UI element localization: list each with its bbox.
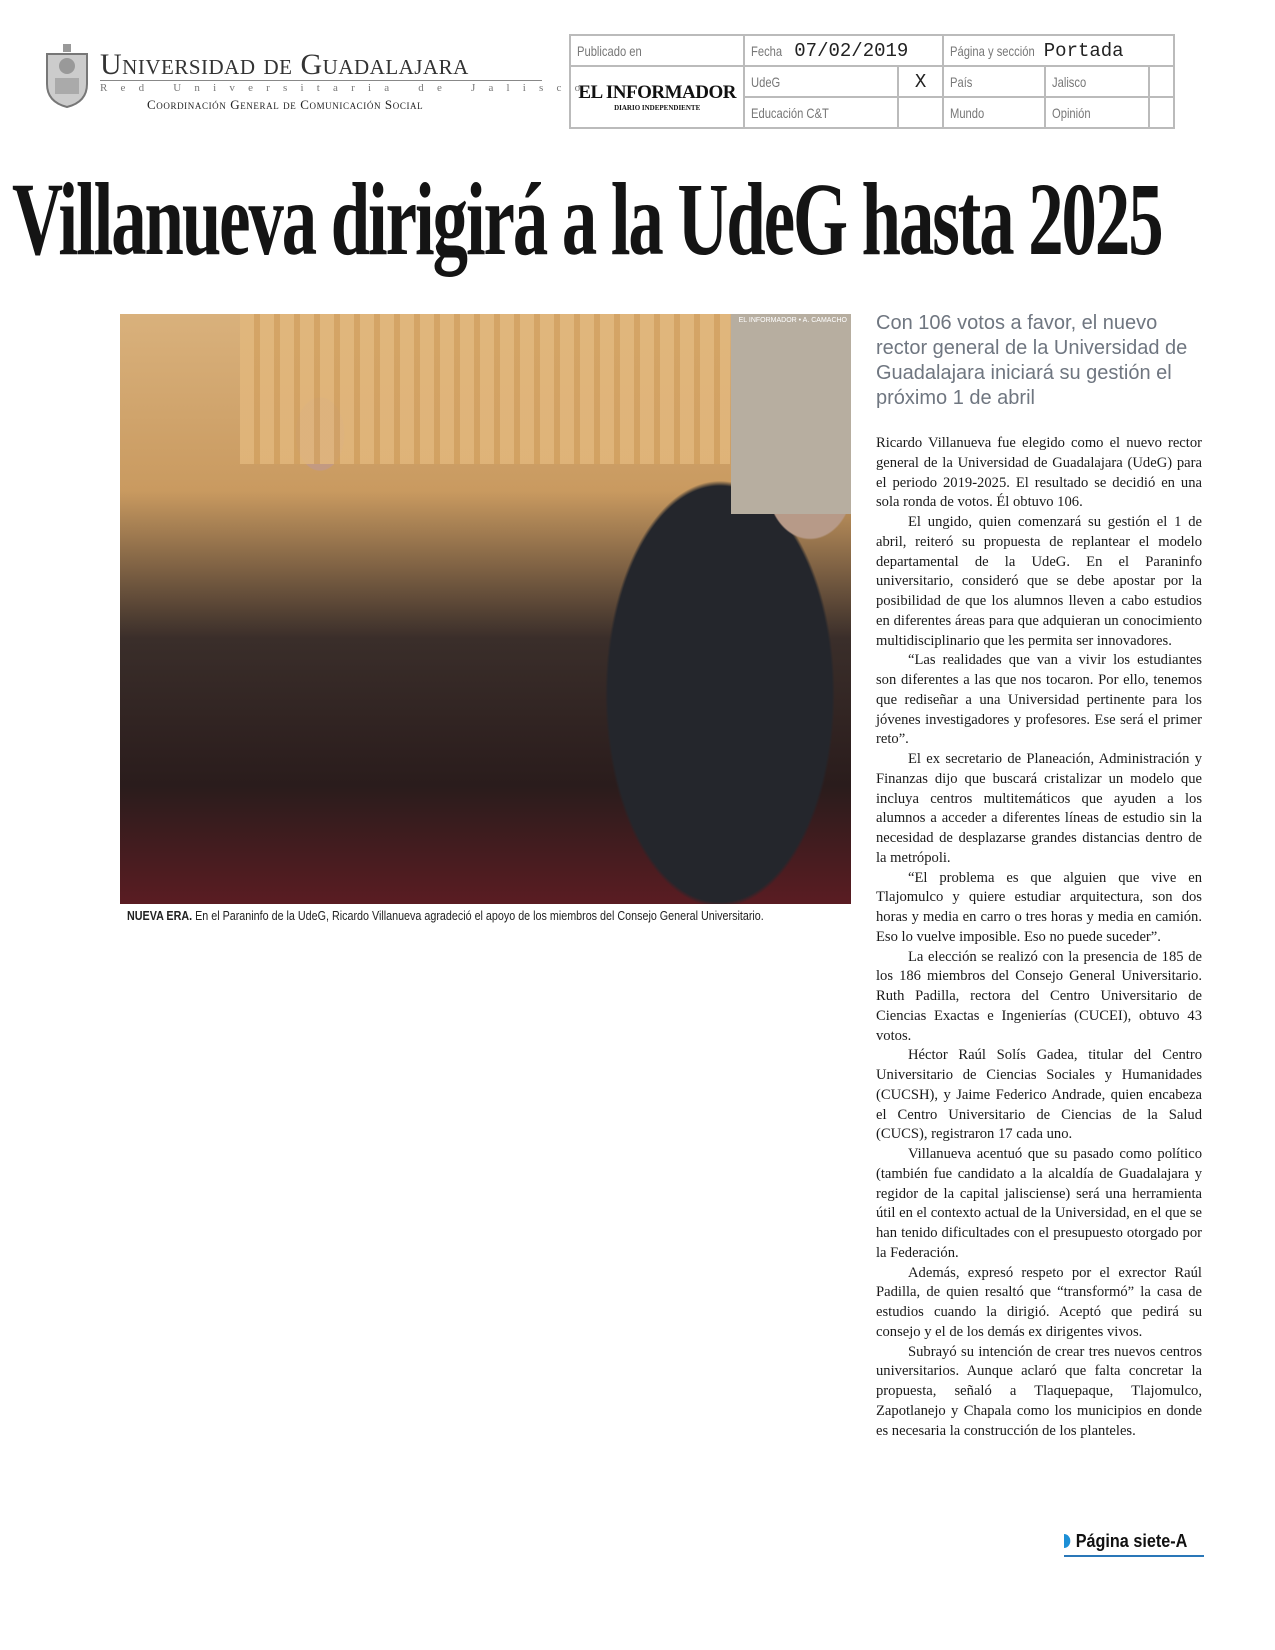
section-label: País xyxy=(949,73,973,90)
published-in-label: Publicado en xyxy=(570,35,744,66)
paragraph: “El problema es que alguien que vive en Tlajomulco y quiere estudiar arquitectura, son dos horas y media en carro o tres horas y media en camión. Eso lo vuelve imposible. Eso no puede suceder”. xyxy=(876,869,1202,945)
caption-lead: NUEVA ERA. xyxy=(127,909,193,923)
divider xyxy=(1064,1555,1204,1557)
arrow-right-icon xyxy=(1064,1534,1070,1548)
publication-table xyxy=(569,34,1175,129)
article-body xyxy=(876,434,1202,1441)
section-label: Jalisco xyxy=(1052,73,1087,90)
paragraph: El ex secretario de Planeación, Administración y Finanzas dijo que buscará cristalizar un modelo que incluya centros multitemáticos que ayuden a los alumnos a acceder a diferentes líneas de estudio sin la necesidad de desplazarse grandes distancias dentro de la metrópoli. xyxy=(876,751,1202,866)
paragraph: Además, expresó respeto por el exrector Raúl Padilla, de quien resaltó que “transformó” la casa de estudios cuando la dirigió. Aceptó que pedirá su consejo y el de los demás ex dirigentes vivos. xyxy=(876,1264,1202,1340)
paragraph: La elección se realizó con la presencia de 185 de los 186 miembros del Consejo General Universitario. Ruth Padilla, rectora del Centro Universitario de Ciencias Exactas e Ingenierías (CUCEI), obtuvo 43 votos. xyxy=(876,948,1202,1044)
caption-text: En el Paraninfo de la UdeG, Ricardo Villanueva agradeció el apoyo de los miembros del Consejo General Universitario. xyxy=(192,909,764,923)
section-mark: X xyxy=(898,66,942,97)
university-name: Universidad de Guadalajara xyxy=(100,48,469,81)
network-name: Red Universitaria de Jalisco xyxy=(100,82,594,94)
photo-credit: EL INFORMADOR • A. CAMACHO xyxy=(738,317,847,324)
section-label: Opinión xyxy=(1052,104,1091,121)
article-photo xyxy=(120,314,851,904)
paragraph: Villanueva acentuó que su pasado como político (también fue candidato a la alcaldía de Guadalajara y regidor de la capital jalisciense) será una herramienta útil en el contexto actual de la Universidad, en el que se han tenido dificultades con el presupuesto otorgado por la Federación. xyxy=(876,1146,1202,1261)
article-deck: Con 106 votos a favor, el nuevo rector general de la Universidad de Guadalajara iniciará su gestión el próximo 1 de abril xyxy=(876,312,1188,409)
divider xyxy=(100,80,542,81)
section-label: Mundo xyxy=(949,104,985,121)
paragraph: El ungido, quien comenzará su gestión el 1 de abril, reiteró su propuesta de replantear el modelo departamental de la UdeG. En el Paraninfo universitario, consideró que se debe apostar por la posibilidad de que los alumnos lleven a cabo estudios en diferentes áreas para que adquieran un conocimiento multidisciplinario que les permita ser innovadores. xyxy=(876,514,1202,649)
paragraph: Héctor Raúl Solís Gadea, titular del Centro Universitario de Ciencias Sociales y Humanidades (CUCSH), y Jaime Federico Andrade, quien encabeza el Centro Universitario de Ciencias de la Salud (CUCS), registraron 17 cada uno. xyxy=(876,1047,1202,1143)
photo-caption xyxy=(127,909,764,923)
section-label: Educación C&T xyxy=(751,104,830,121)
date-label: Fecha xyxy=(751,42,783,59)
date-value: 07/02/2019 xyxy=(794,39,909,62)
continued-link[interactable]: Página siete-A xyxy=(1064,1531,1187,1552)
photo-wood-wall xyxy=(240,314,730,464)
section-label: UdeG xyxy=(751,73,781,90)
paragraph: “Las realidades que van a vivir los estudiantes son diferentes a las que nos tocaron. Por ello, tenemos que rediseñar a una Universidad pertinente para los jóvenes investigadores y profesores. Ese será el primer reto”. xyxy=(876,652,1202,748)
newspaper-logo: EL INFORMADOR DIARIO INDEPENDIENTE xyxy=(570,66,744,128)
page-section-label: Página y sección xyxy=(949,42,1035,59)
page-section-value: Portada xyxy=(1043,39,1124,62)
office-name: Coordinación General de Comunicación Social xyxy=(147,97,424,112)
university-crest-logo xyxy=(42,44,92,108)
paragraph: Subrayó su intención de crear tres nuevos centros universitarios. Aunque aclaró que falta concretar la propuesta, señaló a Tlaquepaque, Tlajomulco, Zapotlanejo y Chapala como los municipios en donde es necesaria la construcción de los planteles. xyxy=(876,1343,1202,1439)
photo-stone-column xyxy=(731,314,851,514)
paragraph: Ricardo Villanueva fue elegido como el nuevo rector general de la Universidad de Guadalajara (UdeG) para el periodo 2019-2025. El resultado se decidió en una sola ronda de votos. Él obtuvo 106. xyxy=(876,435,1202,511)
headline: Villanueva dirigirá a la UdeG hasta 2025 xyxy=(12,162,1162,277)
